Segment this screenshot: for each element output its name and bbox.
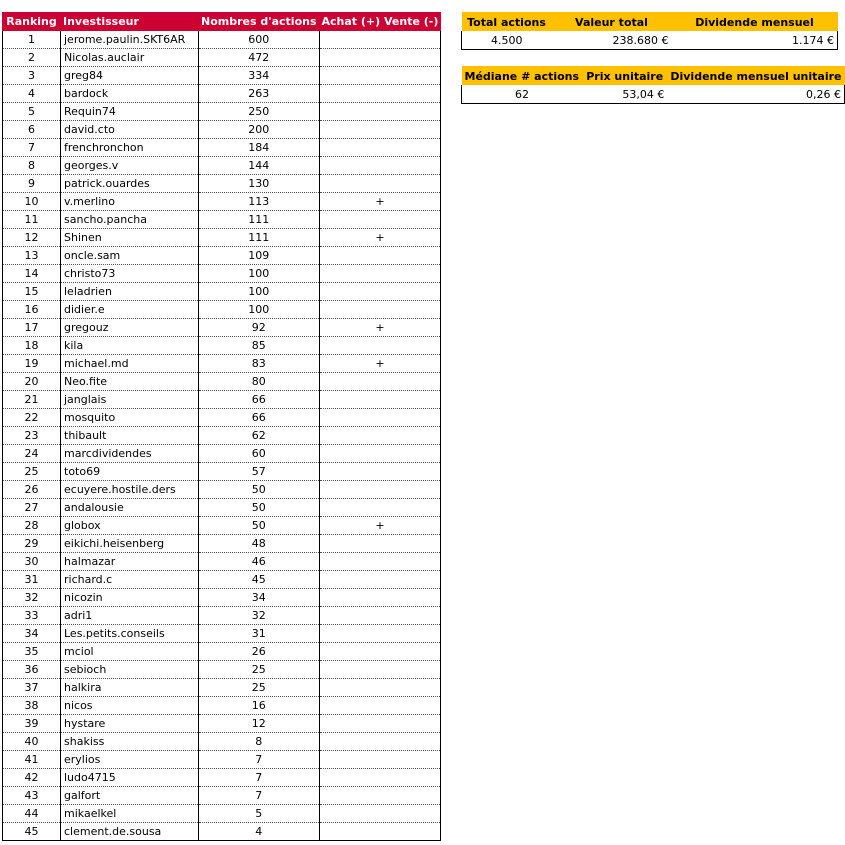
achat-vente-cell xyxy=(319,553,441,571)
ranking-cell: 41 xyxy=(3,751,61,769)
investisseur-cell: frenchronchon xyxy=(61,139,199,157)
table-row xyxy=(3,409,441,427)
shares-cell: 66 xyxy=(199,391,320,409)
investisseur-cell: kila xyxy=(61,337,199,355)
shares-cell: 109 xyxy=(199,247,320,265)
table-row xyxy=(3,139,441,157)
shares-cell: 184 xyxy=(199,139,320,157)
ranking-cell: 31 xyxy=(3,571,61,589)
investisseur-cell: mosquito xyxy=(61,409,199,427)
shares-cell: 130 xyxy=(199,175,320,193)
achat-vente-cell xyxy=(319,49,441,67)
investisseur-cell: hystare xyxy=(61,715,199,733)
shares-cell: 4 xyxy=(199,823,320,841)
ranking-cell: 9 xyxy=(3,175,61,193)
shares-cell: 62 xyxy=(199,427,320,445)
table-row xyxy=(3,193,441,211)
shares-cell: 57 xyxy=(199,463,320,481)
ranking-cell: 27 xyxy=(3,499,61,517)
ranking-cell: 39 xyxy=(3,715,61,733)
achat-vente-cell xyxy=(319,283,441,301)
achat-vente-cell xyxy=(319,589,441,607)
shares-cell: 111 xyxy=(199,229,320,247)
achat-vente-cell xyxy=(319,301,441,319)
table-row xyxy=(3,229,441,247)
table-row xyxy=(3,697,441,715)
investisseur-cell: gregouz xyxy=(61,319,199,337)
table-row xyxy=(3,85,441,103)
investisseur-cell: thibault xyxy=(61,427,199,445)
header-dividende-mensuel: Dividende mensuel xyxy=(672,13,838,32)
ranking-cell: 44 xyxy=(3,805,61,823)
investisseur-cell: christo73 xyxy=(61,265,199,283)
ranking-cell: 35 xyxy=(3,643,61,661)
ranking-cell: 19 xyxy=(3,355,61,373)
header-dividende-unitaire: Dividende mensuel unitaire xyxy=(667,67,844,86)
ranking-cell: 32 xyxy=(3,589,61,607)
achat-vente-cell xyxy=(319,175,441,193)
header-valeur-total: Valeur total xyxy=(552,13,672,32)
investisseur-cell: ecuyere.hostile.ders xyxy=(61,481,199,499)
totals-table xyxy=(461,12,838,50)
investisseur-cell: clement.de.sousa xyxy=(61,823,199,841)
table-row xyxy=(3,751,441,769)
table-row xyxy=(3,445,441,463)
achat-vente-cell: + xyxy=(319,229,441,247)
shares-cell: 92 xyxy=(199,319,320,337)
shares-cell: 80 xyxy=(199,373,320,391)
investisseur-cell: erylios xyxy=(61,751,199,769)
total-actions-value: 4.500 xyxy=(462,31,552,50)
shares-cell: 7 xyxy=(199,787,320,805)
shares-cell: 50 xyxy=(199,499,320,517)
investisseur-cell: andalousie xyxy=(61,499,199,517)
achat-vente-cell xyxy=(319,769,441,787)
shares-cell: 85 xyxy=(199,337,320,355)
achat-vente-cell xyxy=(319,85,441,103)
shares-cell: 144 xyxy=(199,157,320,175)
achat-vente-cell: + xyxy=(319,355,441,373)
achat-vente-cell xyxy=(319,751,441,769)
table-row xyxy=(3,787,441,805)
shares-cell: 100 xyxy=(199,283,320,301)
ranking-cell: 21 xyxy=(3,391,61,409)
investisseur-cell: bardock xyxy=(61,85,199,103)
shares-cell: 7 xyxy=(199,769,320,787)
shares-cell: 250 xyxy=(199,103,320,121)
totals-value-row xyxy=(462,31,838,50)
achat-vente-cell xyxy=(319,643,441,661)
achat-vente-cell xyxy=(319,679,441,697)
shares-cell: 25 xyxy=(199,661,320,679)
ranking-cell: 28 xyxy=(3,517,61,535)
table-row xyxy=(3,31,441,49)
ranking-cell: 4 xyxy=(3,85,61,103)
shares-cell: 34 xyxy=(199,589,320,607)
header-total-actions: Total actions xyxy=(462,13,552,32)
investisseur-cell: galfort xyxy=(61,787,199,805)
ranking-cell: 12 xyxy=(3,229,61,247)
achat-vente-cell xyxy=(319,607,441,625)
shares-cell: 48 xyxy=(199,535,320,553)
table-row xyxy=(3,679,441,697)
ranking-cell: 29 xyxy=(3,535,61,553)
table-row xyxy=(3,823,441,841)
ranking-cell: 36 xyxy=(3,661,61,679)
investisseur-cell: nicozin xyxy=(61,589,199,607)
achat-vente-cell: + xyxy=(319,319,441,337)
ranking-cell: 25 xyxy=(3,463,61,481)
achat-vente-cell xyxy=(319,103,441,121)
table-row xyxy=(3,571,441,589)
achat-vente-cell xyxy=(319,697,441,715)
ranking-cell: 34 xyxy=(3,625,61,643)
table-row xyxy=(3,625,441,643)
shares-cell: 60 xyxy=(199,445,320,463)
shares-cell: 8 xyxy=(199,733,320,751)
achat-vente-cell xyxy=(319,805,441,823)
investisseur-cell: oncle.sam xyxy=(61,247,199,265)
ranking-cell: 26 xyxy=(3,481,61,499)
table-row xyxy=(3,769,441,787)
table-row xyxy=(3,517,441,535)
investisseur-cell: Neo.fite xyxy=(61,373,199,391)
achat-vente-cell xyxy=(319,409,441,427)
ranking-cell: 6 xyxy=(3,121,61,139)
table-row xyxy=(3,283,441,301)
ranking-cell: 38 xyxy=(3,697,61,715)
shares-cell: 83 xyxy=(199,355,320,373)
table-row xyxy=(3,265,441,283)
shares-cell: 7 xyxy=(199,751,320,769)
ranking-cell: 2 xyxy=(3,49,61,67)
investisseur-cell: janglais xyxy=(61,391,199,409)
investisseur-cell: nicos xyxy=(61,697,199,715)
table-row xyxy=(3,391,441,409)
investisseur-cell: georges.v xyxy=(61,157,199,175)
investisseur-cell: didier.e xyxy=(61,301,199,319)
achat-vente-cell xyxy=(319,625,441,643)
achat-vente-cell xyxy=(319,373,441,391)
achat-vente-cell xyxy=(319,481,441,499)
header-achat-vente: Achat (+) Vente (-) xyxy=(319,13,441,31)
investisseur-cell: Nicolas.auclair xyxy=(61,49,199,67)
table-row xyxy=(3,373,441,391)
investisseur-cell: toto69 xyxy=(61,463,199,481)
investisseur-cell: patrick.ouardes xyxy=(61,175,199,193)
shares-cell: 334 xyxy=(199,67,320,85)
shares-cell: 16 xyxy=(199,697,320,715)
shares-cell: 113 xyxy=(199,193,320,211)
investisseur-cell: ludo4715 xyxy=(61,769,199,787)
ranking-cell: 30 xyxy=(3,553,61,571)
shares-cell: 31 xyxy=(199,625,320,643)
investisseur-cell: Les.petits.conseils xyxy=(61,625,199,643)
table-row xyxy=(3,175,441,193)
table-row xyxy=(3,337,441,355)
table-row xyxy=(3,121,441,139)
investisseur-cell: marcdividendes xyxy=(61,445,199,463)
table-row xyxy=(3,481,441,499)
ranking-cell: 15 xyxy=(3,283,61,301)
shares-cell: 100 xyxy=(199,265,320,283)
achat-vente-cell xyxy=(319,139,441,157)
header-investisseur: Investisseur xyxy=(61,13,199,31)
shares-cell: 45 xyxy=(199,571,320,589)
shares-cell: 100 xyxy=(199,301,320,319)
ranking-cell: 42 xyxy=(3,769,61,787)
ranking-cell: 11 xyxy=(3,211,61,229)
table-row xyxy=(3,301,441,319)
shares-cell: 111 xyxy=(199,211,320,229)
investisseur-cell: Requin74 xyxy=(61,103,199,121)
ranking-header-row xyxy=(3,13,441,31)
achat-vente-cell xyxy=(319,535,441,553)
achat-vente-cell xyxy=(319,211,441,229)
table-row xyxy=(3,733,441,751)
table-row xyxy=(3,535,441,553)
table-row xyxy=(3,643,441,661)
ranking-cell: 7 xyxy=(3,139,61,157)
table-row xyxy=(3,589,441,607)
mediane-value: 62 xyxy=(462,85,583,104)
median-table xyxy=(461,66,845,104)
table-row xyxy=(3,607,441,625)
achat-vente-cell: + xyxy=(319,517,441,535)
investisseur-cell: richard.c xyxy=(61,571,199,589)
investisseur-cell: halmazar xyxy=(61,553,199,571)
investisseur-cell: v.merlino xyxy=(61,193,199,211)
shares-cell: 5 xyxy=(199,805,320,823)
investisseur-cell: eikichi.heisenberg xyxy=(61,535,199,553)
ranking-cell: 45 xyxy=(3,823,61,841)
investisseur-cell: michael.md xyxy=(61,355,199,373)
investisseur-cell: mikaelkel xyxy=(61,805,199,823)
achat-vente-cell xyxy=(319,391,441,409)
shares-cell: 25 xyxy=(199,679,320,697)
investisseur-cell: globox xyxy=(61,517,199,535)
ranking-cell: 43 xyxy=(3,787,61,805)
table-row xyxy=(3,319,441,337)
table-row xyxy=(3,553,441,571)
dividende-unitaire-value: 0,26 € xyxy=(667,85,844,104)
totals-header-row xyxy=(462,13,838,32)
header-prix-unitaire: Prix unitaire xyxy=(582,67,667,86)
shares-cell: 263 xyxy=(199,85,320,103)
achat-vente-cell xyxy=(319,31,441,49)
table-row xyxy=(3,103,441,121)
table-row xyxy=(3,211,441,229)
investisseur-cell: halkira xyxy=(61,679,199,697)
achat-vente-cell xyxy=(319,715,441,733)
ranking-cell: 16 xyxy=(3,301,61,319)
table-row xyxy=(3,355,441,373)
table-row xyxy=(3,805,441,823)
shares-cell: 26 xyxy=(199,643,320,661)
investisseur-cell: Shinen xyxy=(61,229,199,247)
investisseur-cell: leladrien xyxy=(61,283,199,301)
header-mediane-actions: Médiane # actions xyxy=(462,67,583,86)
achat-vente-cell xyxy=(319,823,441,841)
shares-cell: 600 xyxy=(199,31,320,49)
achat-vente-cell xyxy=(319,247,441,265)
achat-vente-cell xyxy=(319,733,441,751)
header-nombres-actions: Nombres d'actions xyxy=(199,13,320,31)
achat-vente-cell xyxy=(319,499,441,517)
ranking-cell: 8 xyxy=(3,157,61,175)
shares-cell: 32 xyxy=(199,607,320,625)
ranking-cell: 23 xyxy=(3,427,61,445)
investisseur-cell: shakiss xyxy=(61,733,199,751)
ranking-table xyxy=(2,12,441,841)
table-row xyxy=(3,49,441,67)
median-header-row xyxy=(462,67,845,86)
investisseur-cell: adri1 xyxy=(61,607,199,625)
shares-cell: 50 xyxy=(199,517,320,535)
table-row xyxy=(3,157,441,175)
ranking-cell: 14 xyxy=(3,265,61,283)
achat-vente-cell xyxy=(319,571,441,589)
table-row xyxy=(3,715,441,733)
ranking-cell: 18 xyxy=(3,337,61,355)
achat-vente-cell xyxy=(319,661,441,679)
ranking-cell: 3 xyxy=(3,67,61,85)
valeur-total-value: 238.680 € xyxy=(552,31,672,50)
shares-cell: 472 xyxy=(199,49,320,67)
achat-vente-cell xyxy=(319,265,441,283)
achat-vente-cell xyxy=(319,463,441,481)
ranking-cell: 1 xyxy=(3,31,61,49)
achat-vente-cell xyxy=(319,157,441,175)
shares-cell: 46 xyxy=(199,553,320,571)
dividende-mensuel-value: 1.174 € xyxy=(672,31,838,50)
ranking-cell: 20 xyxy=(3,373,61,391)
table-row xyxy=(3,499,441,517)
achat-vente-cell: + xyxy=(319,193,441,211)
table-row xyxy=(3,67,441,85)
prix-unitaire-value: 53,04 € xyxy=(582,85,667,104)
investisseur-cell: jerome.paulin.SKT6AR xyxy=(61,31,199,49)
investisseur-cell: greg84 xyxy=(61,67,199,85)
median-value-row xyxy=(462,85,845,104)
table-row xyxy=(3,427,441,445)
achat-vente-cell xyxy=(319,787,441,805)
ranking-body xyxy=(3,31,441,841)
investisseur-cell: david.cto xyxy=(61,121,199,139)
ranking-cell: 33 xyxy=(3,607,61,625)
shares-cell: 50 xyxy=(199,481,320,499)
investisseur-cell: sancho.pancha xyxy=(61,211,199,229)
table-row xyxy=(3,247,441,265)
achat-vente-cell xyxy=(319,67,441,85)
achat-vente-cell xyxy=(319,337,441,355)
table-row xyxy=(3,463,441,481)
ranking-cell: 37 xyxy=(3,679,61,697)
ranking-cell: 13 xyxy=(3,247,61,265)
ranking-cell: 5 xyxy=(3,103,61,121)
shares-cell: 66 xyxy=(199,409,320,427)
table-row xyxy=(3,661,441,679)
ranking-cell: 40 xyxy=(3,733,61,751)
ranking-cell: 17 xyxy=(3,319,61,337)
shares-cell: 12 xyxy=(199,715,320,733)
investisseur-cell: sebioch xyxy=(61,661,199,679)
ranking-cell: 24 xyxy=(3,445,61,463)
header-ranking: Ranking xyxy=(3,13,61,31)
achat-vente-cell xyxy=(319,427,441,445)
achat-vente-cell xyxy=(319,121,441,139)
ranking-cell: 22 xyxy=(3,409,61,427)
achat-vente-cell xyxy=(319,445,441,463)
investisseur-cell: mciol xyxy=(61,643,199,661)
ranking-cell: 10 xyxy=(3,193,61,211)
shares-cell: 200 xyxy=(199,121,320,139)
